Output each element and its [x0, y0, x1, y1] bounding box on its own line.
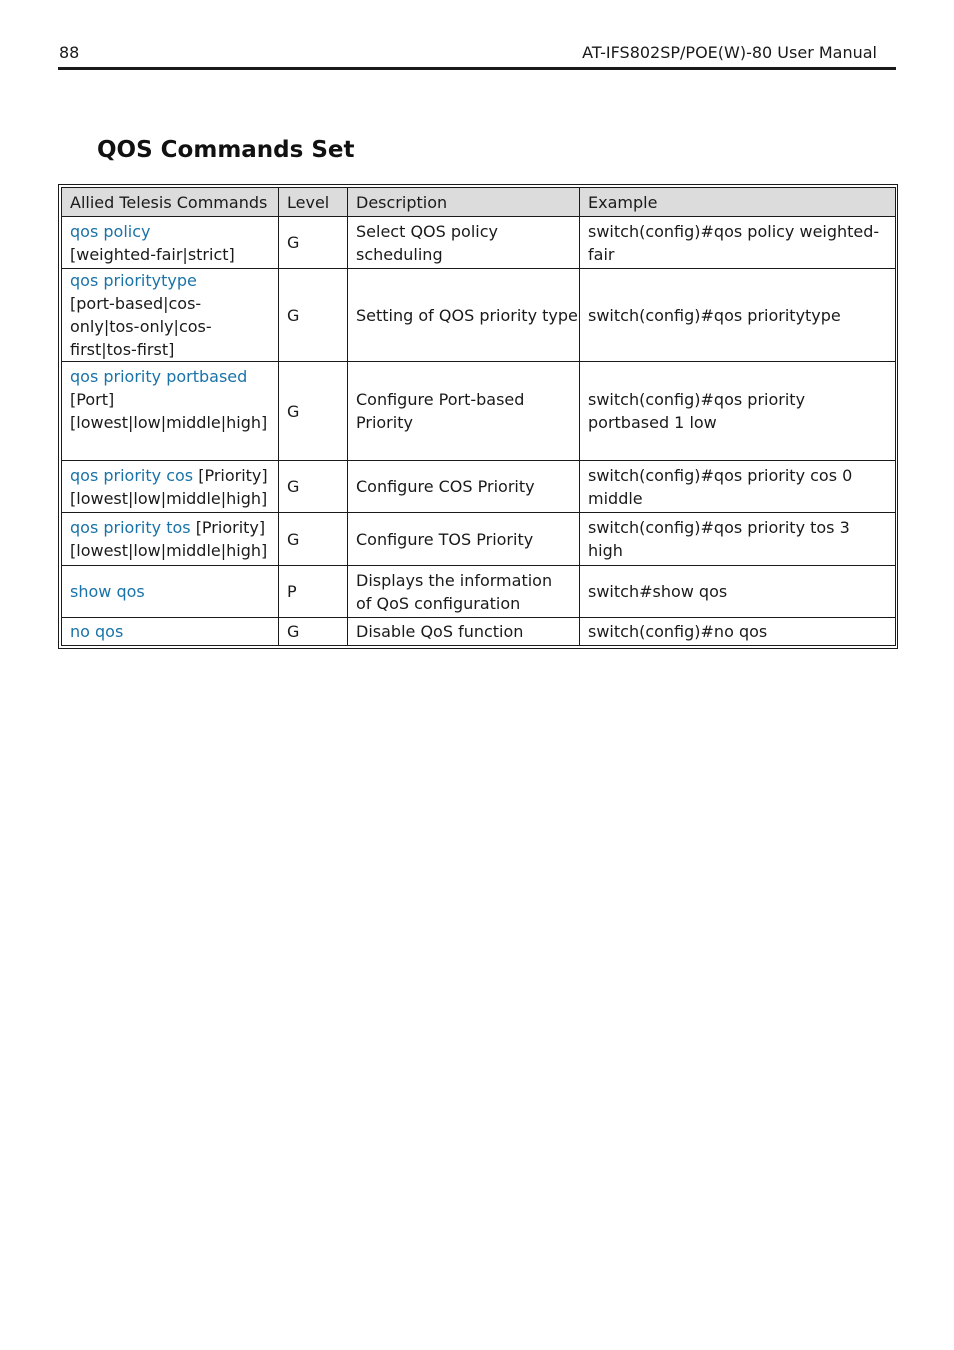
- example-cell: switch(config)#qos priority tos 3 high: [580, 513, 896, 566]
- example-cell: switch(config)#qos priority portbased 1 low: [580, 362, 896, 461]
- command-cell: [62, 269, 279, 362]
- table-frame: [58, 184, 898, 649]
- command-name: qos policy: [70, 221, 151, 241]
- command-params-inline: [Priority]: [195, 518, 266, 537]
- command-name: qos priority tos: [70, 518, 191, 537]
- command-cell: [62, 217, 279, 269]
- column-header-level: Level: [279, 188, 348, 217]
- command-name: show qos: [70, 582, 145, 601]
- table-header-row: [62, 188, 896, 217]
- description-cell: Disable QoS function: [348, 618, 580, 646]
- example-cell: switch(config)#qos priority cos 0 middle: [580, 461, 896, 513]
- example-cell: switch#show qos: [580, 566, 896, 618]
- command-params: [lowest|low|middle|high]: [70, 541, 268, 560]
- level-cell: G: [279, 362, 348, 461]
- table-row: [62, 461, 896, 513]
- table-row: [62, 269, 896, 362]
- commands-table: [61, 187, 896, 646]
- command-params-inline: [Priority]: [198, 465, 268, 485]
- command-name: qos prioritytype: [70, 271, 197, 290]
- level-cell: G: [279, 618, 348, 646]
- level-cell: G: [279, 269, 348, 362]
- command-cell: [62, 618, 279, 646]
- table-row: [62, 362, 896, 461]
- description-cell: Setting of QOS priority type: [348, 269, 580, 362]
- command-params: [lowest|low|middle|high]: [70, 488, 268, 508]
- description-cell: Configure COS Priority: [348, 461, 580, 513]
- command-params: [weighted-fair|strict]: [70, 244, 235, 264]
- command-name: no qos: [70, 622, 124, 641]
- example-cell: switch(config)#qos prioritytype: [580, 269, 896, 362]
- command-params: [Port] [lowest|low|middle|high]: [70, 390, 268, 432]
- description-cell: Configure Port-based Priority: [348, 362, 580, 461]
- running-head: AT-IFS802SP/POE(W)-80 User Manual: [582, 43, 877, 62]
- description-cell: Displays the information of QoS configuration: [348, 566, 580, 618]
- level-cell: G: [279, 513, 348, 566]
- command-cell: [62, 461, 279, 513]
- column-header-commands: Allied Telesis Commands: [62, 188, 279, 217]
- page-number: 88: [59, 43, 80, 62]
- command-name: qos priority portbased: [70, 367, 248, 386]
- example-cell: switch(config)#qos policy weighted-fair: [580, 217, 896, 269]
- command-cell: [62, 513, 279, 566]
- table-row: [62, 217, 896, 269]
- level-cell: G: [279, 217, 348, 269]
- column-header-example: Example: [580, 188, 896, 217]
- level-cell: G: [279, 461, 348, 513]
- command-params: [port-based|cos-only|tos-only|cos-first|tos-first]: [70, 294, 212, 359]
- description-cell: Configure TOS Priority: [348, 513, 580, 566]
- example-cell: switch(config)#no qos: [580, 618, 896, 646]
- level-cell: P: [279, 566, 348, 618]
- column-header-description: Description: [348, 188, 580, 217]
- command-cell: [62, 566, 279, 618]
- section-title: QOS Commands Set: [97, 137, 355, 163]
- table-row: [62, 513, 896, 566]
- table-row: [62, 618, 896, 646]
- command-cell: [62, 362, 279, 461]
- table-row: [62, 566, 896, 618]
- header-rule: [58, 67, 896, 70]
- description-cell: Select QOS policy scheduling: [348, 217, 580, 269]
- command-name: qos priority cos: [70, 465, 194, 485]
